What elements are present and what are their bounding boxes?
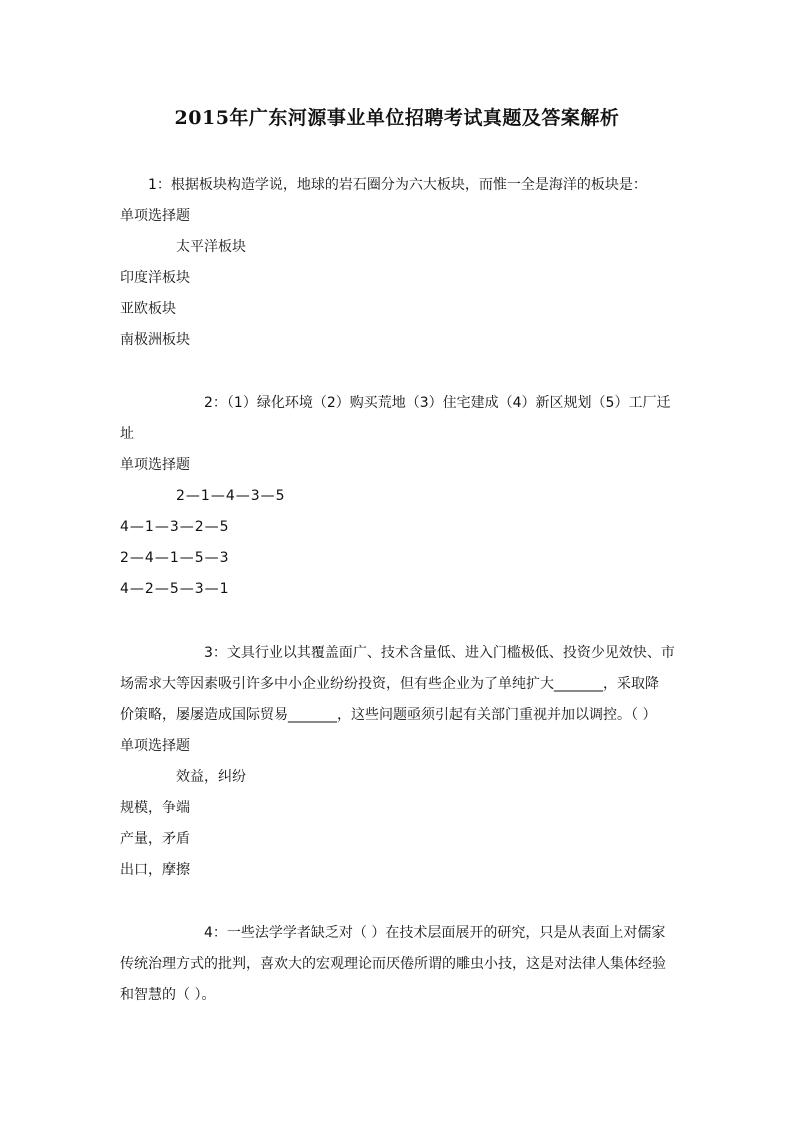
question-stem-line: 3：文具行业以其覆盖面广、技术含量低、进入门槛极低、投资少见效快、市 [204,645,675,661]
question-stem: 1：根据板块构造学说，地球的岩石圈分为六大板块，而惟一全是海洋的板块是： [148,177,647,193]
option: 4—2—5—3—1 [120,581,230,597]
option: 4—1—3—2—5 [120,519,230,535]
option: 产量，矛盾 [120,831,190,847]
option: 效益，纠纷 [176,769,246,785]
page-title: 2015年广东河源事业单位招聘考试真题及答案解析 [174,107,620,129]
question-type: 单项选择题 [120,457,190,473]
question-1 [120,170,680,356]
question-stem-line: 价策略，屡屡造成国际贸易_______，这些问题亟须引起有关部门重视并加以调控。（ ） [120,707,657,723]
question-stem-line: 场需求大等因素吸引许多中小企业纷纷投资，但有些企业为了单纯扩大_______，采取降 [120,676,659,692]
option: 太平洋板块 [176,239,246,255]
question-type: 单项选择题 [120,738,190,754]
question-stem-line: 和智慧的（ ）。 [120,987,216,1003]
question-type: 单项选择题 [120,208,190,224]
question-2 [120,388,680,605]
question-stem-line: 2：（1）绿化环境（2）购买荒地（3）住宅建成（4）新区规划（5）工厂迁 [204,395,671,411]
question-stem-line: 4：一些法学学者缺乏对（ ）在技术层面展开的研究，只是从表面上对儒家 [204,925,666,941]
question-stem-line: 址 [120,426,134,442]
option: 规模，争端 [120,800,190,816]
question-3 [120,638,680,886]
option: 出口，摩擦 [120,862,190,878]
option: 印度洋板块 [120,270,190,286]
option: 2—4—1—5—3 [120,550,230,566]
option: 南极洲板块 [120,332,190,348]
question-4 [120,918,680,1011]
option: 亚欧板块 [120,301,176,317]
question-stem-line: 传统治理方式的批判，喜欢大的宏观理论而厌倦所谓的雕虫小技，这是对法律人集体经验 [120,956,666,972]
option: 2—1—4—3—5 [176,488,286,504]
